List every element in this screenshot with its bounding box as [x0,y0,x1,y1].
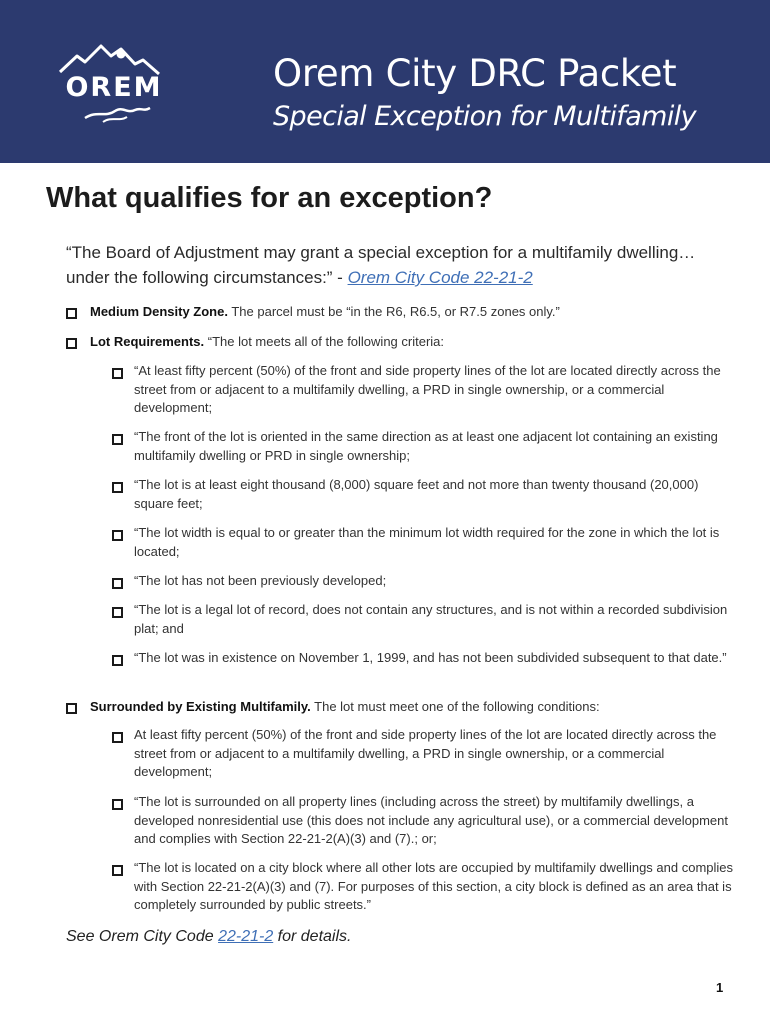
criteria-text: “The lot meets all of the following criteria: [204,334,445,349]
criteria-label: Surrounded by Existing Multifamily. [90,699,311,714]
intro-paragraph [66,240,726,290]
page-header [0,0,770,163]
see-suffix: for details. [273,928,352,945]
page-title: Orem City DRC Packet [273,52,677,95]
list-item: “The lot was in existence on November 1, 1999, and has not been subdivided subsequent to that date.” [134,650,727,665]
checkbox-icon [112,482,123,493]
criteria-medium-density [90,303,730,321]
list-item: “The lot width is equal to or greater than the minimum lot width required for the zone in which the lot is located; [134,525,720,559]
checkbox-icon [112,655,123,666]
checkbox-icon [112,607,123,618]
see-prefix: See Orem City Code [66,928,219,945]
checkbox-icon [112,732,123,743]
checkbox-icon [66,338,77,349]
checkbox-icon [66,703,77,714]
see-code-link[interactable]: 22-21-2 [218,928,274,945]
logo-wordmark: OREM [65,72,163,103]
orem-logo [55,42,170,128]
checkbox-icon [66,308,77,319]
checkbox-icon [112,799,123,810]
list-item: “The lot is located on a city block where all other lots are occupied by multifamily dwellings and complies with Section 22-21-2(A)(3) and (7). For purposes of this section, a city block is defined as an area that is completely surrounded by public streets.” [134,860,734,912]
criteria-surrounded-multifamily [90,698,730,716]
see-code-note [66,928,351,946]
code-link[interactable]: Orem City Code 22-21-2 [347,268,533,287]
criteria-lot-requirements [90,333,730,351]
list-item: “The lot has not been previously developed; [134,573,387,588]
checkbox-icon [112,578,123,589]
list-item: “The front of the lot is oriented in the same direction as at least one adjacent lot containing an existing multifamily dwelling or PRD in single ownership; [134,429,718,463]
checkbox-icon [112,368,123,379]
checkbox-icon [112,530,123,541]
criteria-text: The parcel must be “in the R6, R6.5, or R7.5 zones only.” [227,304,560,319]
checkbox-icon [112,865,123,876]
criteria-text: The lot must meet one of the following conditions: [310,699,600,714]
criteria-label: Medium Density Zone. [90,304,228,319]
intro-text: “The Board of Adjustment may grant a special exception for a multifamily dwelling… under the following circumstances:” - [66,243,696,287]
section-heading: What qualifies for an exception? [46,182,493,214]
page-subtitle: Special Exception for Multifamily [273,101,697,132]
list-item: “At least fifty percent (50%) of the front and side property lines of the lot are located directly across the street from or adjacent to a multifamily dwelling, a PRD in single ownership, or a commercial development; [134,363,721,415]
checkbox-icon [112,434,123,445]
list-item: “The lot is a legal lot of record, does not contain any structures, and is not within a recorded subdivision plat; and [134,602,728,636]
list-item: At least fifty percent (50%) of the front and side property lines of the lot are located directly across the street from or adjacent to a multifamily dwelling, a PRD in single ownership, or a commercial development; [134,727,717,779]
list-item: “The lot is surrounded on all property lines (including across the street) by multifamily dwellings, a developed nonresidential use (this does not include any agricultural use), or a commercial development and complies with Section 22-21-2(A)(3) and (7).; or; [134,794,729,846]
page-number: 1 [716,980,724,995]
list-item: “The lot is at least eight thousand (8,000) square feet and not more than twenty thousand (20,000) square feet; [134,477,699,511]
criteria-label: Lot Requirements. [90,334,205,349]
